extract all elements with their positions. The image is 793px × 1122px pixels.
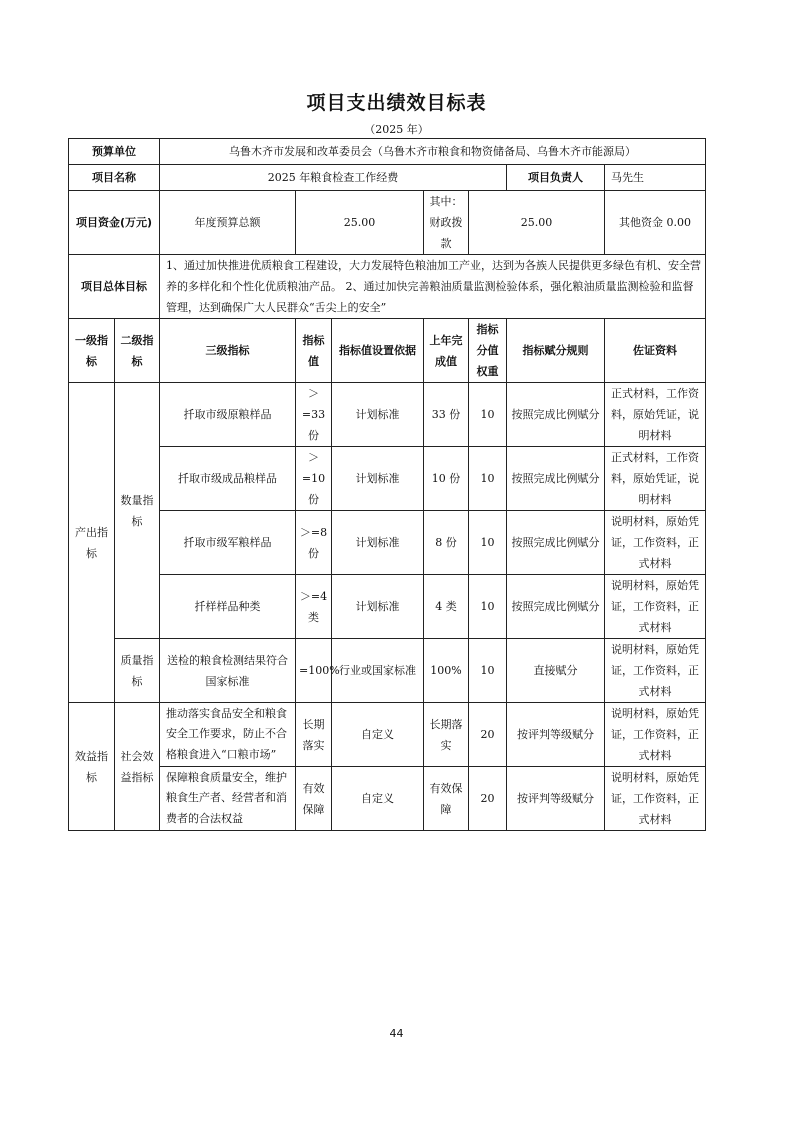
other-funds-value bbox=[605, 191, 706, 255]
header-level3: 三级指标 bbox=[160, 319, 296, 383]
row-weight: 10 bbox=[469, 383, 507, 447]
group-quality: 质量指标 bbox=[115, 639, 160, 703]
row-weight: 10 bbox=[469, 447, 507, 511]
row-name: 扦取市级成品粮样品 bbox=[160, 447, 296, 511]
row-rule: 按照完成比例赋分 bbox=[507, 575, 605, 639]
overall-goal-label: 项目总体目标 bbox=[69, 255, 160, 319]
project-owner-label: 项目负责人 bbox=[507, 165, 605, 191]
row-rule: 按照完成比例赋分 bbox=[507, 511, 605, 575]
header-evidence: 佐证资料 bbox=[605, 319, 706, 383]
fiscal-allocation-value: 25.00 bbox=[469, 191, 605, 255]
row-last: 10 份 bbox=[424, 447, 469, 511]
page-title: 项目支出绩效目标表 bbox=[306, 92, 487, 114]
row-rule: 直接赋分 bbox=[507, 639, 605, 703]
project-owner-value: 马先生 bbox=[605, 165, 706, 191]
page-number: 44 bbox=[389, 1027, 404, 1040]
row-evidence: 说明材料，原始凭证，工作资料，正式材料 bbox=[605, 511, 706, 575]
row-rule: 按评判等级赋分 bbox=[507, 767, 605, 831]
row-name: 扦取市级军粮样品 bbox=[160, 511, 296, 575]
row-name: 扦样样品种类 bbox=[160, 575, 296, 639]
row-last: 33 份 bbox=[424, 383, 469, 447]
table-row bbox=[69, 511, 706, 575]
row-basis: 计划标准 bbox=[332, 447, 424, 511]
group-benefit: 效益指标 bbox=[69, 703, 115, 831]
project-funds-label: 项目资金(万元) bbox=[69, 191, 160, 255]
fiscal-allocation-label: 其中：财政拨款 bbox=[424, 191, 469, 255]
row-rule: 按照完成比例赋分 bbox=[507, 383, 605, 447]
overall-goal-value: 1、通过加快推进优质粮食工程建设，大力发展特色粮油加工产业，达到为各族人民提供更多绿色有机、安全营养的多样化和个性化优质粮油产品。 2、通过加快完善粮油质量监测检验体系，强化粮油质量监测检验和监督管理，达到确保广大人民群众“舌尖上的安全” bbox=[160, 255, 706, 319]
row-value: ＞=8 份 bbox=[296, 511, 332, 575]
budget-unit-label: 预算单位 bbox=[69, 139, 160, 165]
row-last: 8 份 bbox=[424, 511, 469, 575]
row-last: 长期落实 bbox=[424, 703, 469, 767]
row-last: 4 类 bbox=[424, 575, 469, 639]
table-row bbox=[69, 383, 706, 447]
header-level2: 二级指标 bbox=[115, 319, 160, 383]
other-funds-label: 其他资金 bbox=[619, 216, 663, 229]
row-basis: 自定义 bbox=[332, 767, 424, 831]
table-row bbox=[69, 575, 706, 639]
row-value: ＞=4 类 bbox=[296, 575, 332, 639]
row-basis: 计划标准 bbox=[332, 575, 424, 639]
row-last: 有效保障 bbox=[424, 767, 469, 831]
row-basis: 行业或国家标准 bbox=[332, 639, 424, 703]
row-value: 有效保障 bbox=[296, 767, 332, 831]
row-basis: 自定义 bbox=[332, 703, 424, 767]
header-value: 指标值 bbox=[296, 319, 332, 383]
annual-total-value: 25.00 bbox=[296, 191, 424, 255]
row-weight: 20 bbox=[469, 703, 507, 767]
row-evidence: 正式材料，工作资料，原始凭证，说明材料 bbox=[605, 383, 706, 447]
header-last-year: 上年完成值 bbox=[424, 319, 469, 383]
header-weight: 指标分值权重 bbox=[469, 319, 507, 383]
other-funds-amount: 0.00 bbox=[666, 216, 691, 229]
group-social: 社会效益指标 bbox=[115, 703, 160, 831]
row-weight: 10 bbox=[469, 575, 507, 639]
row-name: 保障粮食质量安全，维护粮食生产者、经营者和消费者的合法权益 bbox=[160, 767, 296, 831]
header-basis: 指标值设置依据 bbox=[332, 319, 424, 383]
row-weight: 10 bbox=[469, 639, 507, 703]
header-rule: 指标赋分规则 bbox=[507, 319, 605, 383]
row-value: ＞=33 份 bbox=[296, 383, 332, 447]
annual-total-label: 年度预算总额 bbox=[160, 191, 296, 255]
row-weight: 10 bbox=[469, 511, 507, 575]
row-evidence: 说明材料，原始凭证，工作资料，正式材料 bbox=[605, 703, 706, 767]
row-evidence: 说明材料，原始凭证，工作资料，正式材料 bbox=[605, 767, 706, 831]
row-name: 送检的粮食检测结果符合国家标准 bbox=[160, 639, 296, 703]
project-name-value: 2025 年粮食检查工作经费 bbox=[160, 165, 507, 191]
group-output: 产出指标 bbox=[69, 383, 115, 703]
row-weight: 20 bbox=[469, 767, 507, 831]
row-value: =100% bbox=[296, 639, 332, 703]
row-evidence: 说明材料，原始凭证，工作资料，正式材料 bbox=[605, 639, 706, 703]
row-rule: 按照完成比例赋分 bbox=[507, 447, 605, 511]
table-row bbox=[69, 447, 706, 511]
row-basis: 计划标准 bbox=[332, 383, 424, 447]
group-quantity: 数量指标 bbox=[115, 383, 160, 639]
row-evidence: 正式材料，工作资料，原始凭证，说明材料 bbox=[605, 447, 706, 511]
row-name: 推动落实食品安全和粮食安全工作要求，防止不合格粮食进入“口粮市场” bbox=[160, 703, 296, 767]
performance-table bbox=[68, 138, 706, 831]
row-last: 100% bbox=[424, 639, 469, 703]
row-value: 长期落实 bbox=[296, 703, 332, 767]
table-row bbox=[69, 767, 706, 831]
row-name: 扦取市级原粮样品 bbox=[160, 383, 296, 447]
project-name-label: 项目名称 bbox=[69, 165, 160, 191]
table-row bbox=[69, 703, 706, 767]
budget-unit-value: 乌鲁木齐市发展和改革委员会（乌鲁木齐市粮食和物资储备局、乌鲁木齐市能源局） bbox=[160, 139, 706, 165]
row-evidence: 说明材料，原始凭证，工作资料，正式材料 bbox=[605, 575, 706, 639]
page-subtitle: （2025 年） bbox=[364, 123, 429, 136]
row-rule: 按评判等级赋分 bbox=[507, 703, 605, 767]
header-level1: 一级指标 bbox=[69, 319, 115, 383]
table-row bbox=[69, 639, 706, 703]
row-value: ＞=10 份 bbox=[296, 447, 332, 511]
row-basis: 计划标准 bbox=[332, 511, 424, 575]
